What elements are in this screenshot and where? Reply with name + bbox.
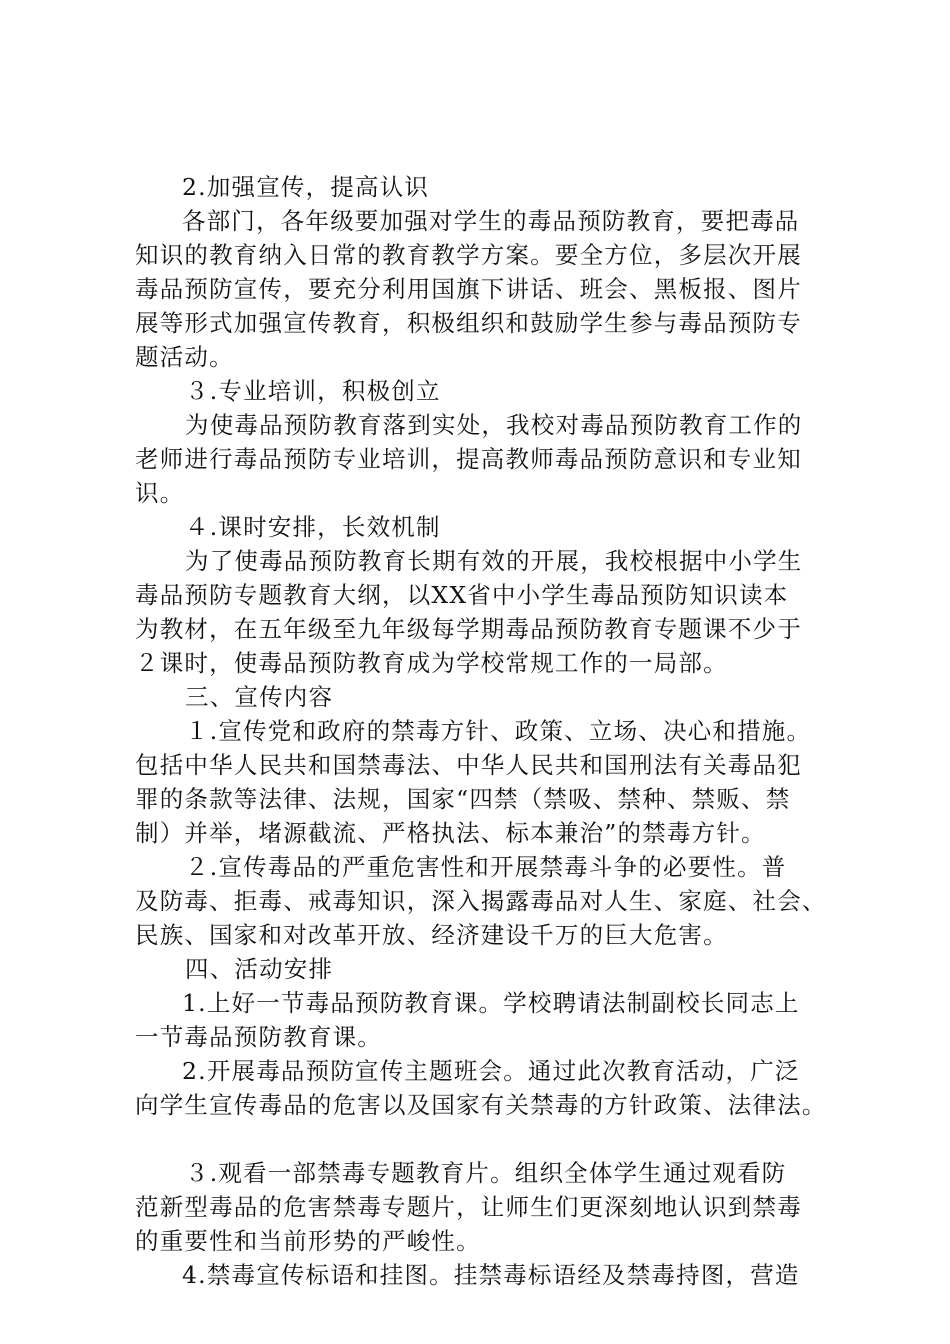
section-heading-activities: 四、活动安排 [185, 955, 334, 983]
paragraph-line: 1.上好一节毒品预防教育课。学校聘请法制副校长同志上 [182, 989, 800, 1017]
paragraph-line: 罪的条款等法律、法规，国家“四禁（禁吸、禁种、禁贩、禁 [135, 785, 791, 813]
paragraph-line: ２课时，使毒品预防教育成为学校常规工作的一局部。 [135, 649, 728, 677]
section-heading-content: 三、宣传内容 [185, 683, 334, 711]
paragraph-line: 的重要性和当前形势的严峻性。 [135, 1227, 481, 1255]
paragraph-line: 为使毒品预防教育落到实处，我校对毒品预防教育工作的 [185, 411, 803, 439]
paragraph-line: 向学生宣传毒品的危害以及国家有关禁毒的方针政策、法律法。 [135, 1091, 827, 1119]
heading-4-schedule: ４.课时安排，长效机制 [185, 513, 441, 541]
paragraph-line: 为了使毒品预防教育长期有效的开展，我校根据中小学生 [185, 547, 803, 575]
paragraph-line: ２.宣传毒品的严重危害性和开展禁毒斗争的必要性。普 [185, 853, 787, 881]
paragraph-line: 范新型毒品的危害禁毒专题片，让师生们更深刻地认识到禁毒 [135, 1193, 802, 1221]
paragraph-line: １.宣传党和政府的禁毒方针、政策、立场、决心和措施。 [185, 717, 812, 745]
paragraph-line: 知识的教育纳入日常的教育教学方案。要全方位，多层次开展 [135, 241, 802, 269]
paragraph-line: 各部门，各年级要加强对学生的毒品预防教育，要把毒品 [182, 207, 800, 235]
heading-2-publicity: 2.加强宣传，提高认识 [182, 173, 430, 201]
heading-3-training: ３.专业培训，积极创立 [185, 377, 441, 405]
paragraph-line: 4.禁毒宣传标语和挂图。挂禁毒标语经及禁毒持图，营造 [182, 1261, 800, 1289]
paragraph-line: 民族、国家和对改革开放、经济建设千万的巨大危害。 [135, 921, 728, 949]
paragraph-line: 题活动。 [135, 343, 234, 371]
paragraph-line: 识。 [135, 479, 185, 507]
paragraph-line: 制）并举，堵源截流、严格执法、标本兼治”的禁毒方针。 [135, 819, 766, 847]
paragraph-line: 毒品预防宣传，要充分利用国旗下讲话、班会、黑板报、图片 [135, 275, 802, 303]
paragraph-line: 老师进行毒品预防专业培训，提高教师毒品预防意识和专业知 [135, 445, 802, 473]
paragraph-line: ３.观看一部禁毒专题教育片。组织全体学生通过观看防 [185, 1159, 787, 1187]
paragraph-line: 2.开展毒品预防宣传主题班会。通过此次教育活动，广泛 [182, 1057, 800, 1085]
paragraph-line: 展等形式加强宣传教育，积极组织和鼓励学生参与毒品预防专 [135, 309, 802, 337]
paragraph-line: 包括中华人民共和国禁毒法、中华人民共和国刑法有关毒品犯 [135, 751, 802, 779]
paragraph-line: 一节毒品预防教育课。 [135, 1023, 382, 1051]
paragraph-line: 为教材，在五年级至九年级每学期毒品预防教育专题课不少于 [135, 615, 802, 643]
paragraph-line: 及防毒、拒毒、戒毒知识，深入揭露毒品对人生、家庭、社会、 [135, 887, 827, 915]
paragraph-line: 毒品预防专题教育大纲，以XX省中小学生毒品预防知识读本 [135, 581, 789, 609]
